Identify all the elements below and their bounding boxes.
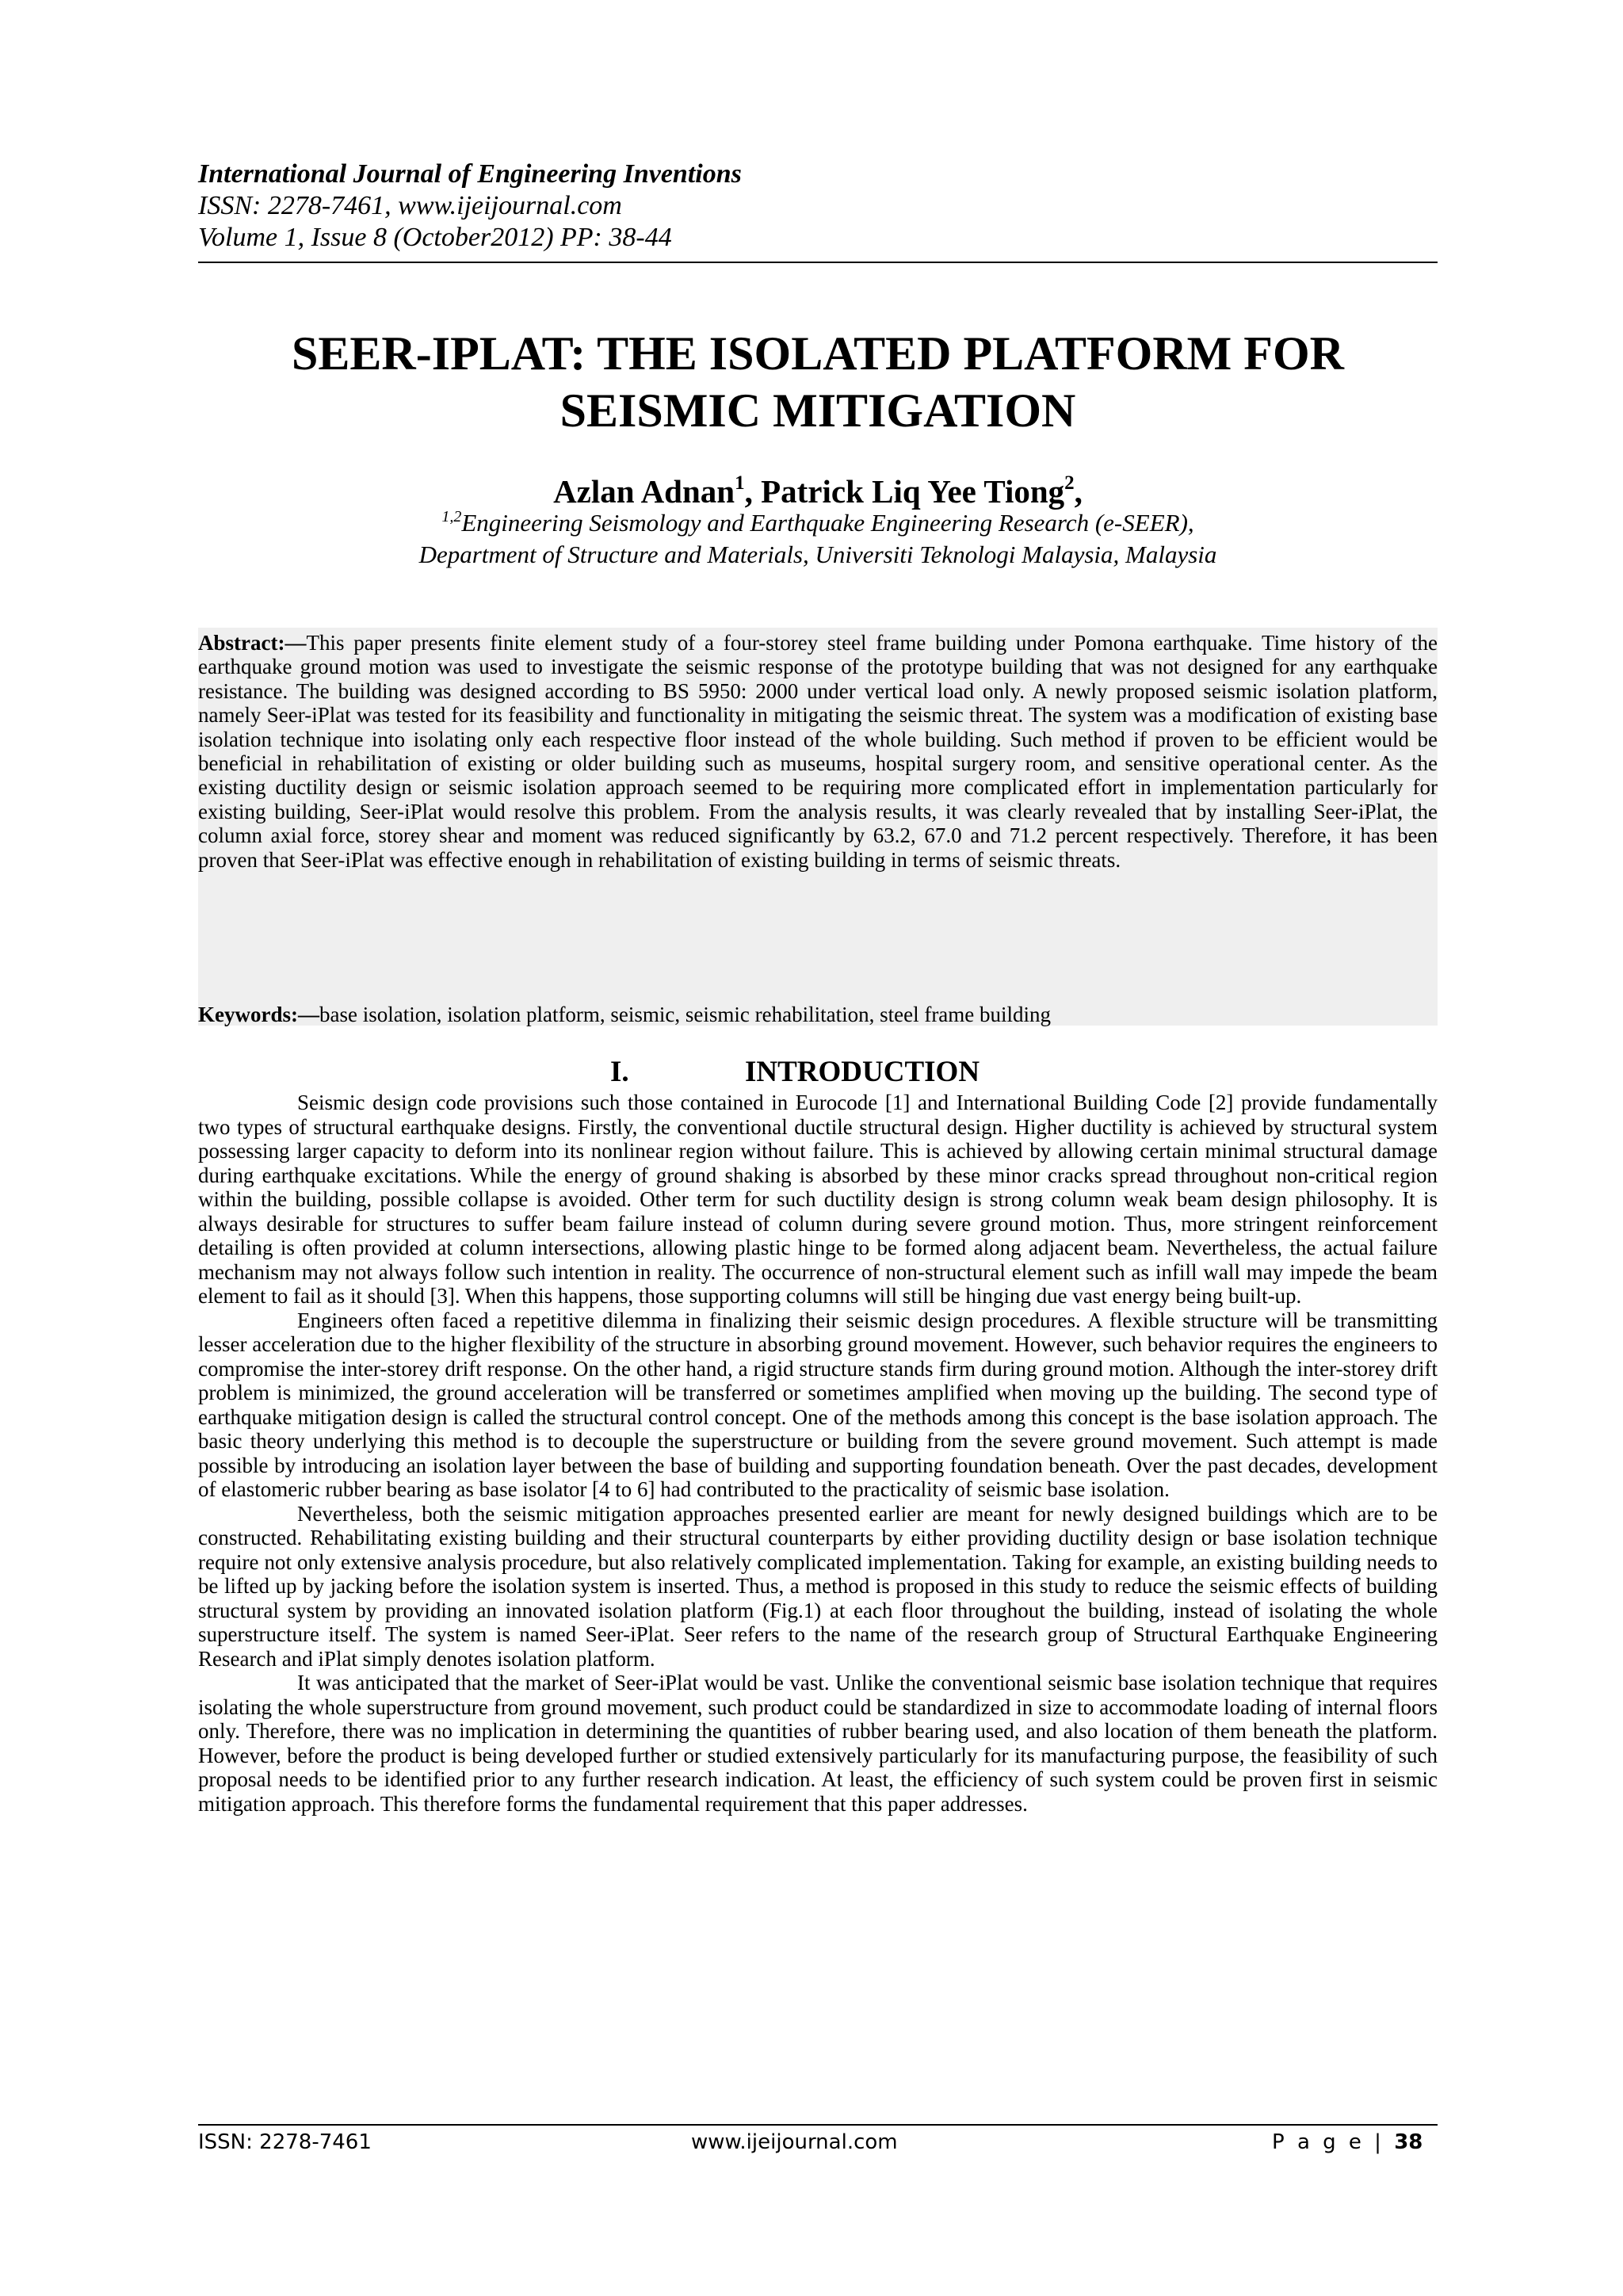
paragraph: Nevertheless, both the seismic mitigation approaches presented earlier are meant for newly designed buildings which are to be constructed. Rehabilitating existing building and their structural counterparts by either providing ductility design or base isolation technique require not only extensive analysis procedure, but also relatively complicated implementation. Taking for example, an existing building needs to be lifted up by jacking before the isolation system is inserted. Thus, a method is proposed in this study to reduce the seismic effects of building structural system by providing an innovated isolation platform (Fig.1) at each floor throughout the building, instead of isolating the whole superstructure itself. The system is named Seer-iPlat. Seer refers to the name of the research group of Structural Earthquake Engineering Research and iPlat simply denotes isolation platform. xyxy=(198,1501,1438,1671)
paper-title-line-2: SEISMIC MITIGATION xyxy=(559,384,1076,437)
affiliation-line-2: Department of Structure and Materials, Universiti Teknologi Malaysia, Malaysia xyxy=(418,541,1217,568)
author-name: Patrick Liq Yee Tiong xyxy=(761,473,1065,510)
author-name: Azlan Adnan xyxy=(553,473,735,510)
keywords-text: base isolation, isolation platform, seismic, seismic rehabilitation, steel frame building xyxy=(319,1003,1052,1026)
author-trailing-comma: , xyxy=(1074,473,1083,510)
affiliation-mark: 1,2 xyxy=(441,508,462,525)
journal-issn-line: ISSN: 2278-7461, www.ijeijournal.com xyxy=(198,191,622,220)
keywords-label: Keywords:— xyxy=(198,1003,319,1026)
paragraph: It was anticipated that the market of Seer-iPlat would be vast. Unlike the conventional seismic base isolation technique that requires isolating the whole superstructure from ground movement, such product could be standardized in size to accommodate loading of internal floors only. Therefore, there was no implication in determining the quantities of rubber bearing used, and also location of them beneath the platform. However, before the product is being developed further or studied extensively particularly for its manufacturing purpose, the feasibility of such proposal needs to be identified prior to any further research indication. At least, the efficiency of such system could be proven first in seismic mitigation approach. This therefore forms the fundamental requirement that this paper addresses. xyxy=(198,1671,1438,1816)
journal-name: International Journal of Engineering Inventions xyxy=(198,159,742,189)
section-number: I. xyxy=(610,1056,629,1088)
section-title: INTRODUCTION xyxy=(745,1056,980,1088)
introduction-body xyxy=(198,1091,1438,1816)
affiliation xyxy=(198,507,1438,571)
affiliation-line-1 xyxy=(198,507,1438,539)
paragraph: Engineers often faced a repetitive dilemma in finalizing their seismic design procedures. A flexible structure will be transmitting lesser acceleration due to the higher flexibility of the structure in absorbing ground movement. However, such behavior requires the engineers to compromise the inter-storey drift response. On the other hand, a rigid structure stands firm during ground motion. Although the inter-storey drift problem is minimized, the ground acceleration will be transferred or sometimes amplified when moving up the building. The second type of earthquake mitigation design is called the structural control concept. One of the methods among this concept is the base isolation approach. The basic theory underlying this method is to decouple the superstructure or building from the severe ground movement. Such attempt is made possible by introducing an isolation layer between the base of building and supporting foundation beneath. Over the past decades, development of elastomeric rubber bearing as base isolator [4 to 6] had contributed to the practicality of seismic base isolation. xyxy=(198,1308,1438,1501)
footer-page-number: 38 xyxy=(1394,2130,1423,2154)
footer-page-label: P a g e | xyxy=(1272,2130,1384,2154)
keywords xyxy=(198,1003,1438,1026)
footer-rule xyxy=(198,2124,1438,2126)
paragraph: Seismic design code provisions such those contained in Eurocode [1] and International Building Code [2] provide fundamentally two types of structural earthquake designs. Firstly, the conventional ductile structural design. Higher ductility is achieved by structural system possessing larger capacity to deform into its nonlinear region without failure. This is achieved by allowing certain minimal structural damage during earthquake excitations. While the energy of ground shaking is absorbed by these minor cracks spread throughout non-critical region within the building, possible collapse is avoided. Other term for such ductility design is strong column weak beam design philosophy. It is always desirable for structures to suffer beam failure instead of column during severe ground motion. Thus, more stringent reinforcement detailing is often provided at column intersections, allowing plastic hinge to be formed along adjacent beam. Nevertheless, the actual failure mechanism may not always follow such intention in reality. The occurrence of non-structural element such as infill wall may impede the beam element to fail as it should [3]. When this happens, those supporting columns will still be hinging due vast energy being built-up. xyxy=(198,1091,1438,1308)
abstract-label: Abstract:— xyxy=(198,631,307,655)
author-separator: , xyxy=(744,473,762,510)
paper-title xyxy=(198,325,1438,439)
header-rule xyxy=(198,262,1438,263)
journal-header xyxy=(198,159,1434,254)
abstract xyxy=(198,631,1438,872)
paper-title-line-1: SEER-IPLAT: THE ISOLATED PLATFORM FOR xyxy=(292,327,1344,380)
footer-page xyxy=(1272,2128,1423,2157)
abstract-text: This paper presents finite element study of a four-storey steel frame building under Pomona earthquake. Time history of the earthquake ground motion was used to investigate the seismic response of the prototype building that was not designed for any earthquake resistance. The building was designed according to BS 5950: 2000 under vertical load only. A newly proposed seismic isolation platform, namely Seer-iPlat was tested for its feasibility and functionality in mitigating the seismic threat. The system was a modification of existing base isolation technique into isolating only each respective floor instead of the whole building. Such method if proven to be efficient would be beneficial in rehabilitation of existing or older building such as museums, hospital surgery room, and sensitive operational center. As the existing ductility design or seismic isolation approach seemed to be requiring more complicated effort in implementation particularly for existing building, Seer-iPlat would resolve this problem. From the analysis results, it was clearly revealed that by installing Seer-iPlat, the column axial force, storey shear and moment was reduced significantly by 63.2, 67.0 and 71.2 percent respectively. Therefore, it has been proven that Seer-iPlat was effective enough in rehabilitation of existing building in terms of seismic threats. xyxy=(198,631,1438,872)
author-affiliation-mark: 1 xyxy=(735,472,745,494)
journal-volume-line: Volume 1, Issue 8 (October2012) PP: 38-44 xyxy=(198,223,672,252)
footer-website: www.ijeijournal.com xyxy=(691,2130,898,2154)
footer-issn: ISSN: 2278-7461 xyxy=(198,2130,372,2154)
author-affiliation-mark: 2 xyxy=(1064,472,1075,494)
author-list xyxy=(198,472,1438,510)
affiliation-text: Engineering Seismology and Earthquake Engineering Research (e-SEER), xyxy=(461,509,1194,537)
